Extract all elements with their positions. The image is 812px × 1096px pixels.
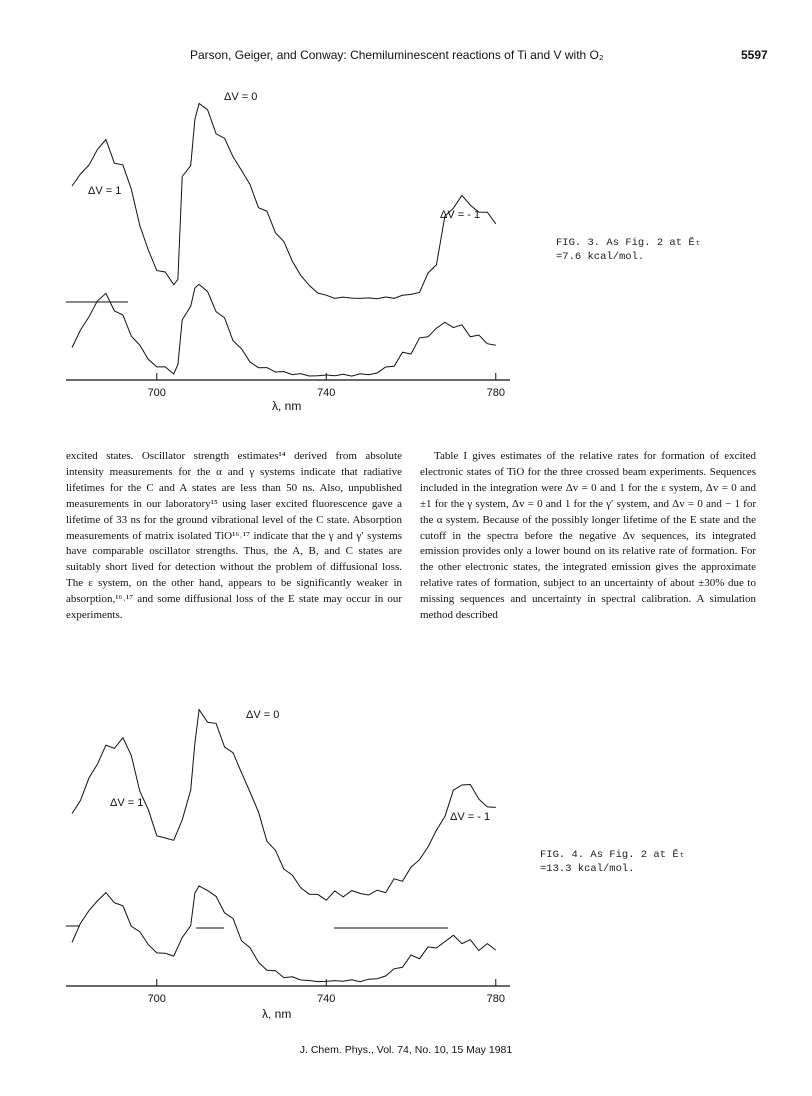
spectrum-trace-2 <box>72 284 496 376</box>
x-tick-label: 780 <box>486 993 505 1005</box>
x-axis-label: λ, nm <box>272 399 302 413</box>
spectrum-trace-2 <box>72 886 496 982</box>
tick-layer <box>148 373 505 399</box>
spectrum-trace-1 <box>72 104 496 299</box>
running-title: Parson, Geiger, and Conway: Chemiluminescent reactions of Ti and V with O₂ <box>190 48 604 62</box>
running-header <box>0 48 812 68</box>
band-label-dv-minus1: ΔV = - 1 <box>450 811 491 823</box>
paragraph: excited states. Oscillator strength estimates¹⁴ derived from absolute intensity measurements for the α and γ systems indicate that radiative lifetimes for the C and A states are less than 50 ns. Also, unpublished measurements in our laboratory¹⁵ using laser excited fluorescence gave a lifetime of 33 ns for the ground vibrational level of the C state. Absorption measurements of matrix isolated TiO¹⁶˒¹⁷ indicate that the γ and γ′ systems have comparable oscillator strengths. Thus, the A, B, and C states are suitably short lived for detection without the problem of diffusional loss. The ε system, on the other hand, appears to be significantly weaker in absorption,¹⁶˒¹⁷ and some diffusional loss of the E state may occur in our experiments. <box>66 450 402 622</box>
band-label-dv0: ΔV = 0 <box>224 91 258 103</box>
page-number: 5597 <box>741 48 768 62</box>
figure-4-caption: FIG. 4. As Fig. 2 at Ēₜ =13.3 kcal/mol. <box>540 849 685 875</box>
band-label-dv1: ΔV = 1 <box>110 797 144 809</box>
series-layer <box>72 104 496 377</box>
tick-layer <box>148 979 505 1005</box>
paragraph: Table I gives estimates of the relative rates for formation of excited electronic states of TiO for the three crossed beam experiments. Sequences included in the integration were Δv = 0 and 1 for the ε system, Δv = 0 and ±1 for the γ system, Δv = 0 and 1 for the γ′ system, and Δv = 0 and − 1 for the α system. Because of the possibly longer lifetime of the E state and the cutoff in the spectra before the negative Δv sequences, its integrated emission provides only a lower bound on its relative rate of formation. For the other electronic states, the integrated emission gives the approximate relative rates of formation, subject to an uncertainty of about ±30% due to missing sequences and uncertainty in spectral calibration. A simulation method described <box>420 450 756 622</box>
x-tick-label: 740 <box>317 993 336 1005</box>
figure-3-caption: FIG. 3. As Fig. 2 at Ēₜ =7.6 kcal/mol. <box>556 237 701 263</box>
journal-footer: J. Chem. Phys., Vol. 74, No. 10, 15 May 1981 <box>299 1044 513 1056</box>
x-tick-label: 780 <box>486 387 505 399</box>
band-label-dv1: ΔV = 1 <box>88 185 122 197</box>
band-label-dv0: ΔV = 0 <box>246 709 280 721</box>
x-tick-label: 700 <box>147 993 166 1005</box>
series-layer <box>72 710 496 982</box>
x-axis-label: λ, nm <box>262 1007 292 1021</box>
x-tick-label: 740 <box>317 387 336 399</box>
x-tick-label: 700 <box>147 387 166 399</box>
body-column-left <box>66 449 402 624</box>
body-column-right <box>420 449 756 624</box>
band-label-dv-minus1: ΔV = - 1 <box>440 209 481 221</box>
